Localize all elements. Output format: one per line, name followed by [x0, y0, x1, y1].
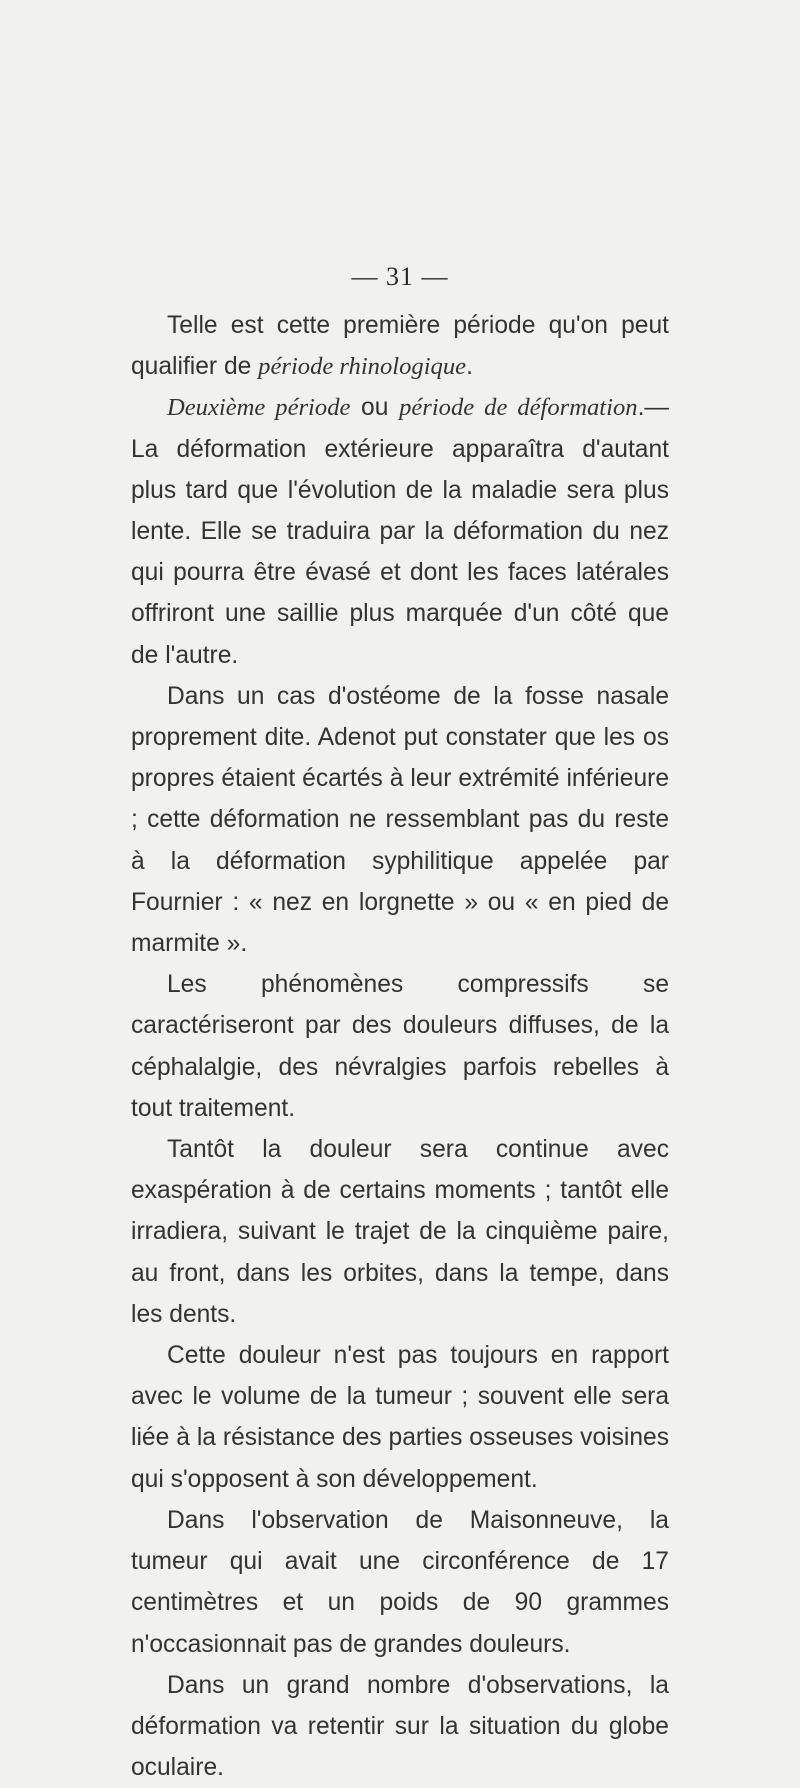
paragraph-1-text: Telle est cette première période qu'on peut qualifier de — [131, 312, 669, 381]
paragraph-2 — [131, 387, 669, 675]
paragraph-2-text: .— La déformation extérieure apparaîtra d'autant plus tard que l'évolution de la maladie sera plus lente. Elle se traduira par la déformation du nez qui pourra être évasé et dont les faces latérales offriront une saillie plus marquée d'un côté que de l'autre. — [131, 394, 669, 669]
body-text — [131, 305, 669, 1788]
paragraph-7: Dans l'observation de Maisonneuve, la tumeur qui avait une circonférence de 17 centimètres et un poids de 90 grammes n'occasionnait pas de grandes douleurs. — [131, 1506, 669, 1658]
italic-heading-2: période de déformation — [399, 394, 638, 422]
paragraph-2-connector: ou — [350, 394, 400, 422]
paragraph-4: Les phénomènes compressifs se caractériseront par des douleurs diffuses, de la céphalalgie, des névralgies parfois rebelles à tout traitement. — [131, 971, 669, 1122]
italic-term: période rhinologique — [258, 353, 467, 381]
paragraph-5: Tantôt la douleur sera continue avec exaspération à de certains moments ; tantôt elle irradiera, suivant le trajet de la cinquième paire, au front, dans les orbites, dans la tempe, dans les dents. — [131, 1136, 669, 1328]
paragraph-1 — [131, 305, 669, 387]
italic-heading-1: Deuxième période — [167, 394, 351, 422]
page-number: — 31 — — [351, 262, 449, 291]
paragraph-3: Dans un cas d'ostéome de la fosse nasale proprement dite. Adenot put constater que les os propres étaient écartés à leur extrémité inférieure ; cette déformation ne ressemblant pas du reste à la déformation syphilitique appelée par Fournier : « nez en lorgnette » ou « en pied de marmite ». — [131, 682, 669, 958]
paragraph-8: Dans un grand nombre d'observations, la déformation va retentir sur la situation du globe oculaire. — [131, 1671, 669, 1782]
paragraph-6: Cette douleur n'est pas toujours en rapport avec le volume de la tumeur ; souvent elle sera liée à la résistance des parties osseuses voisines qui s'opposent à son développement. — [131, 1342, 669, 1493]
paragraph-1-end: . — [466, 353, 473, 381]
